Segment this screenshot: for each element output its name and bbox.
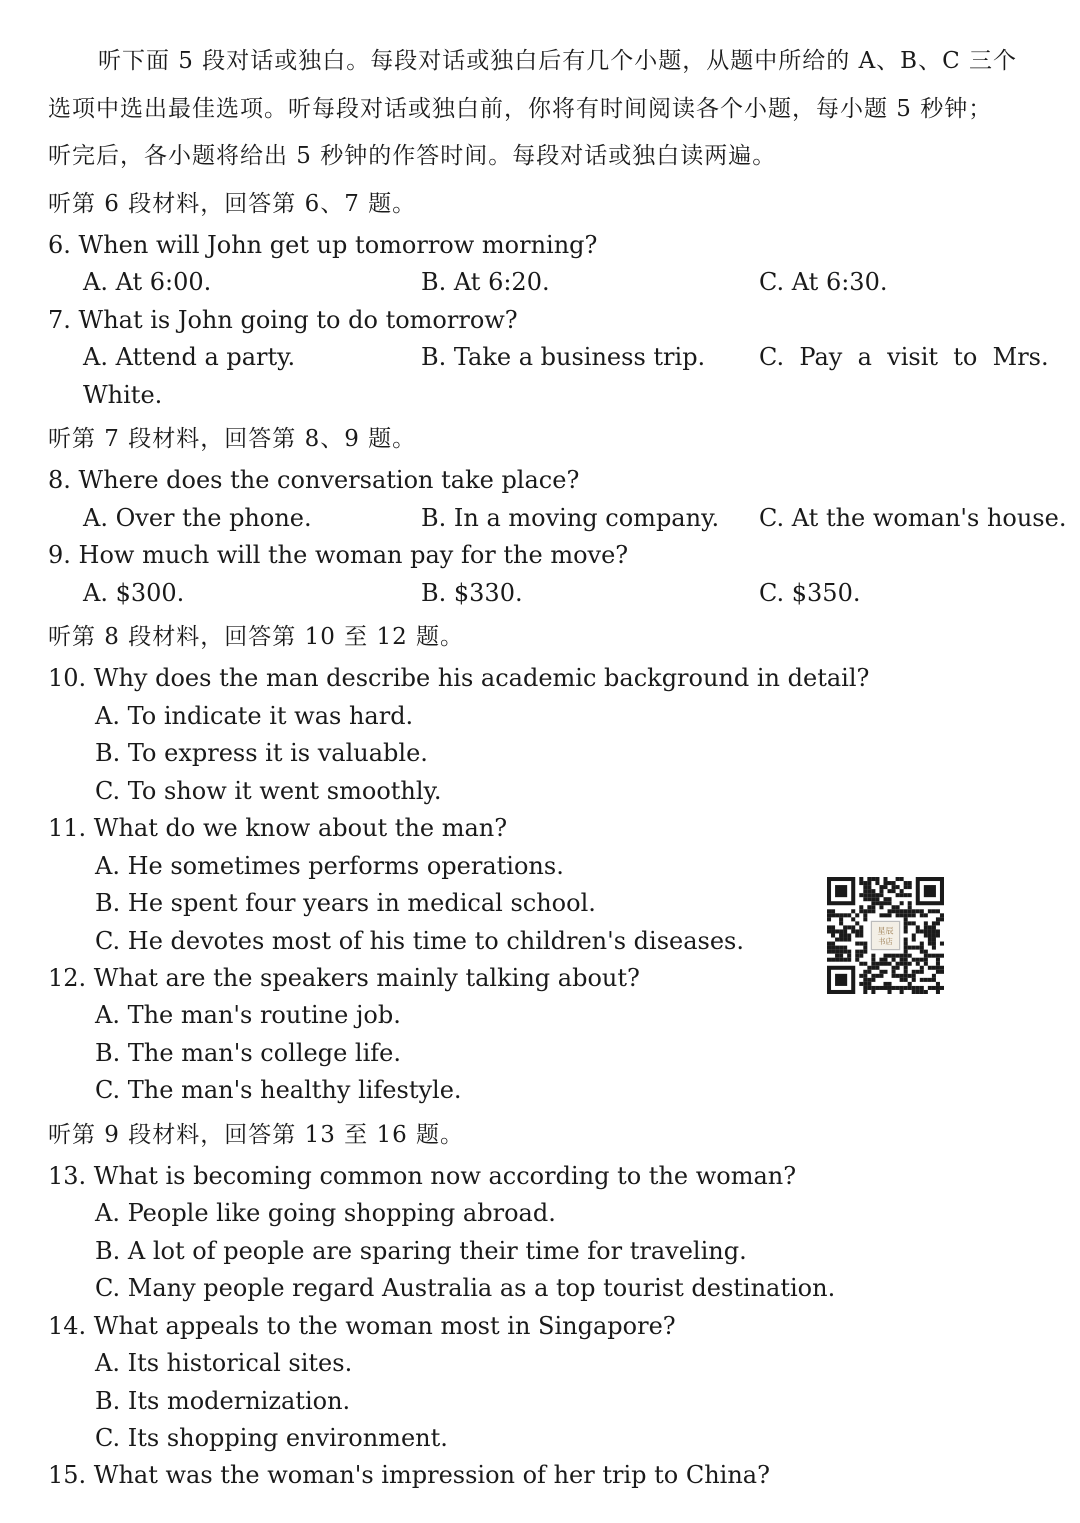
intro-line-3: 听完后，各小题将给出 5 秒钟的作答时间。每段对话或独白读两遍。: [48, 143, 777, 169]
question-15-stem: 15. What was the woman's impression of her trip to China?: [48, 1461, 770, 1489]
question-6-option-a: A. At 6:00.: [83, 268, 212, 296]
question-13-option-a: A. People like going shopping abroad.: [95, 1199, 556, 1227]
section-heading-6: 听第 6 段材料，回答第 6、7 题。: [48, 191, 417, 217]
section-heading-8: 听第 8 段材料，回答第 10 至 12 题。: [48, 624, 465, 650]
question-14-stem: 14. What appeals to the woman most in Singapore?: [48, 1312, 676, 1340]
question-13-option-b: B. A lot of people are sparing their time for traveling.: [95, 1237, 747, 1265]
question-11-option-b: B. He spent four years in medical school.: [95, 889, 596, 917]
section-heading-7: 听第 7 段材料，回答第 8、9 题。: [48, 426, 417, 452]
question-10-option-a: A. To indicate it was hard.: [95, 702, 414, 730]
qr-logo-text-top: 星辰: [877, 926, 894, 936]
question-13-option-c: C. Many people regard Australia as a top tourist destination.: [95, 1274, 836, 1302]
question-9-option-c: C. $350.: [759, 579, 861, 607]
question-7-option-c: C. Pay a visit to Mrs.: [759, 343, 1049, 371]
question-12-option-c: C. The man's healthy lifestyle.: [95, 1076, 462, 1104]
question-7-stem: 7. What is John going to do tomorrow?: [48, 306, 518, 334]
question-6-option-c: C. At 6:30.: [759, 268, 888, 296]
question-10-option-b: B. To express it is valuable.: [95, 739, 428, 767]
question-8-stem: 8. Where does the conversation take place?: [48, 466, 580, 494]
question-10-stem: 10. Why does the man describe his academic background in detail?: [48, 664, 870, 692]
question-6-option-b: B. At 6:20.: [421, 268, 550, 296]
question-14-option-b: B. Its modernization.: [95, 1387, 351, 1415]
section-heading-9: 听第 9 段材料，回答第 13 至 16 题。: [48, 1122, 465, 1148]
question-7-option-a: A. Attend a party.: [83, 343, 296, 371]
question-9-option-b: B. $330.: [421, 579, 523, 607]
question-8-option-a: A. Over the phone.: [83, 504, 312, 532]
question-12-option-b: B. The man's college life.: [95, 1039, 401, 1067]
question-10-option-c: C. To show it went smoothly.: [95, 777, 442, 805]
question-8-option-b: B. In a moving company.: [421, 504, 720, 532]
question-7-option-b: B. Take a business trip.: [421, 343, 706, 371]
question-14-option-c: C. Its shopping environment.: [95, 1424, 448, 1452]
question-7-option-c-continued: White.: [83, 381, 163, 409]
question-12-option-a: A. The man's routine job.: [95, 1001, 401, 1029]
question-9-option-a: A. $300.: [83, 579, 185, 607]
question-8-option-c: C. At the woman's house.: [759, 504, 1067, 532]
question-13-stem: 13. What is becoming common now according to the woman?: [48, 1162, 797, 1190]
qr-code: [825, 877, 946, 994]
intro-line-1: 听下面 5 段对话或独白。每段对话或独白后有几个小题，从题中所给的 A、B、C 三个: [98, 48, 1017, 74]
qr-logo-text-bottom: 书店: [878, 936, 893, 946]
question-9-stem: 9. How much will the woman pay for the move?: [48, 541, 629, 569]
question-6-stem: 6. When will John get up tomorrow morning?: [48, 231, 598, 259]
question-11-stem: 11. What do we know about the man?: [48, 814, 508, 842]
intro-line-2: 选项中选出最佳选项。听每段对话或独白前，你将有时间阅读各个小题，每小题 5 秒钟；: [48, 96, 993, 122]
question-11-option-a: A. He sometimes performs operations.: [95, 852, 564, 880]
question-12-stem: 12. What are the speakers mainly talking about?: [48, 964, 640, 992]
question-11-option-c: C. He devotes most of his time to children's diseases.: [95, 927, 744, 955]
question-14-option-a: A. Its historical sites.: [95, 1349, 353, 1377]
